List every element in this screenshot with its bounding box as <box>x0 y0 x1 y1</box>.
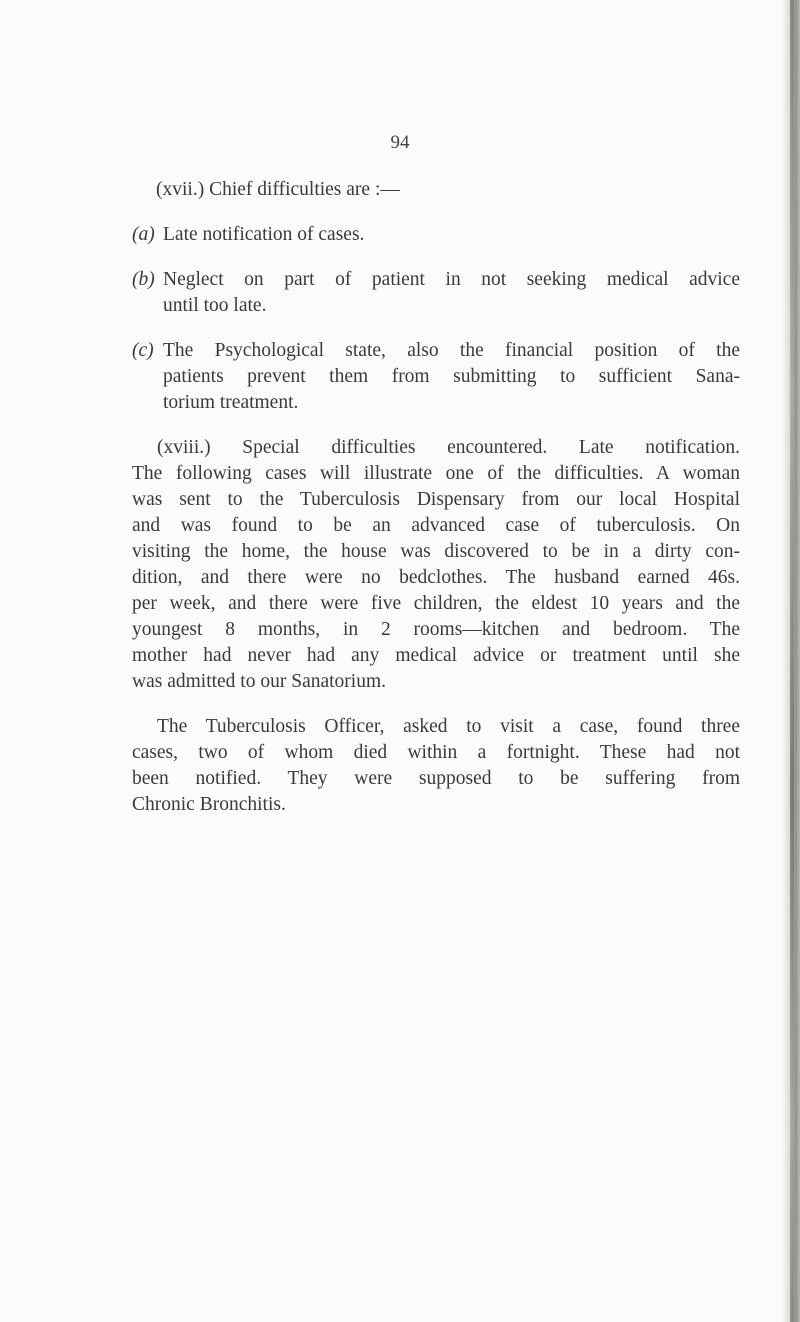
page-binding-edge <box>790 0 794 1322</box>
xviii-p2-line-3: been notified. They were supposed to be suffering from <box>132 768 740 789</box>
xviii-p1-line-8: youngest 8 months, in 2 rooms—kitchen and bedroom. The <box>132 619 740 640</box>
xviii-p1-line-7: per week, and there were five children, the eldest 10 years and the <box>132 593 740 614</box>
xviii-p2-line-4: Chronic Bronchitis. <box>132 794 286 815</box>
item-c-line-2: patients prevent them from submitting to sufficient Sana- <box>163 366 740 387</box>
item-c-line-1: The Psychological state, also the financial position of the <box>163 340 740 361</box>
xviii-p1-line-5: visiting the home, the house was discovered to be in a dirty con- <box>132 541 740 562</box>
xviii-p1-line-10: was admitted to our Sanatorium. <box>132 671 386 692</box>
item-c-line-3: torium treatment. <box>163 392 299 413</box>
xviii-p2-line-1: The Tuberculosis Officer, asked to visit a case, found three <box>157 716 740 737</box>
item-b-line-2: until too late. <box>163 295 267 316</box>
xviii-p1-line-9: mother had never had any medical advice or treatment until she <box>132 645 740 666</box>
xviii-p1-line-2: The following cases will illustrate one of the difficulties. A woman <box>132 463 740 484</box>
xviii-p1-line-6: dition, and there were no bedclothes. The husband earned 46s. <box>132 567 740 588</box>
xviii-p1-line-4: and was found to be an advanced case of tuberculosis. On <box>132 515 740 536</box>
item-b-line-1: Neglect on part of patient in not seeking medical advice <box>163 269 740 290</box>
item-a-label: (a) <box>132 224 155 245</box>
xviii-p1-line-3: was sent to the Tuberculosis Dispensary from our local Hospital <box>132 489 740 510</box>
section-xvii-heading: (xvii.) Chief difficulties are :— <box>156 179 400 200</box>
item-c-label: (c) <box>132 340 154 361</box>
xviii-p1-line-1: (xviii.) Special difficulties encountered. Late notification. <box>157 437 740 458</box>
xviii-p2-line-2: cases, two of whom died within a fortnight. These had not <box>132 742 740 763</box>
item-a-line-1: Late notification of cases. <box>163 224 365 245</box>
item-b-label: (b) <box>132 269 155 290</box>
page-number: 94 <box>390 132 410 153</box>
